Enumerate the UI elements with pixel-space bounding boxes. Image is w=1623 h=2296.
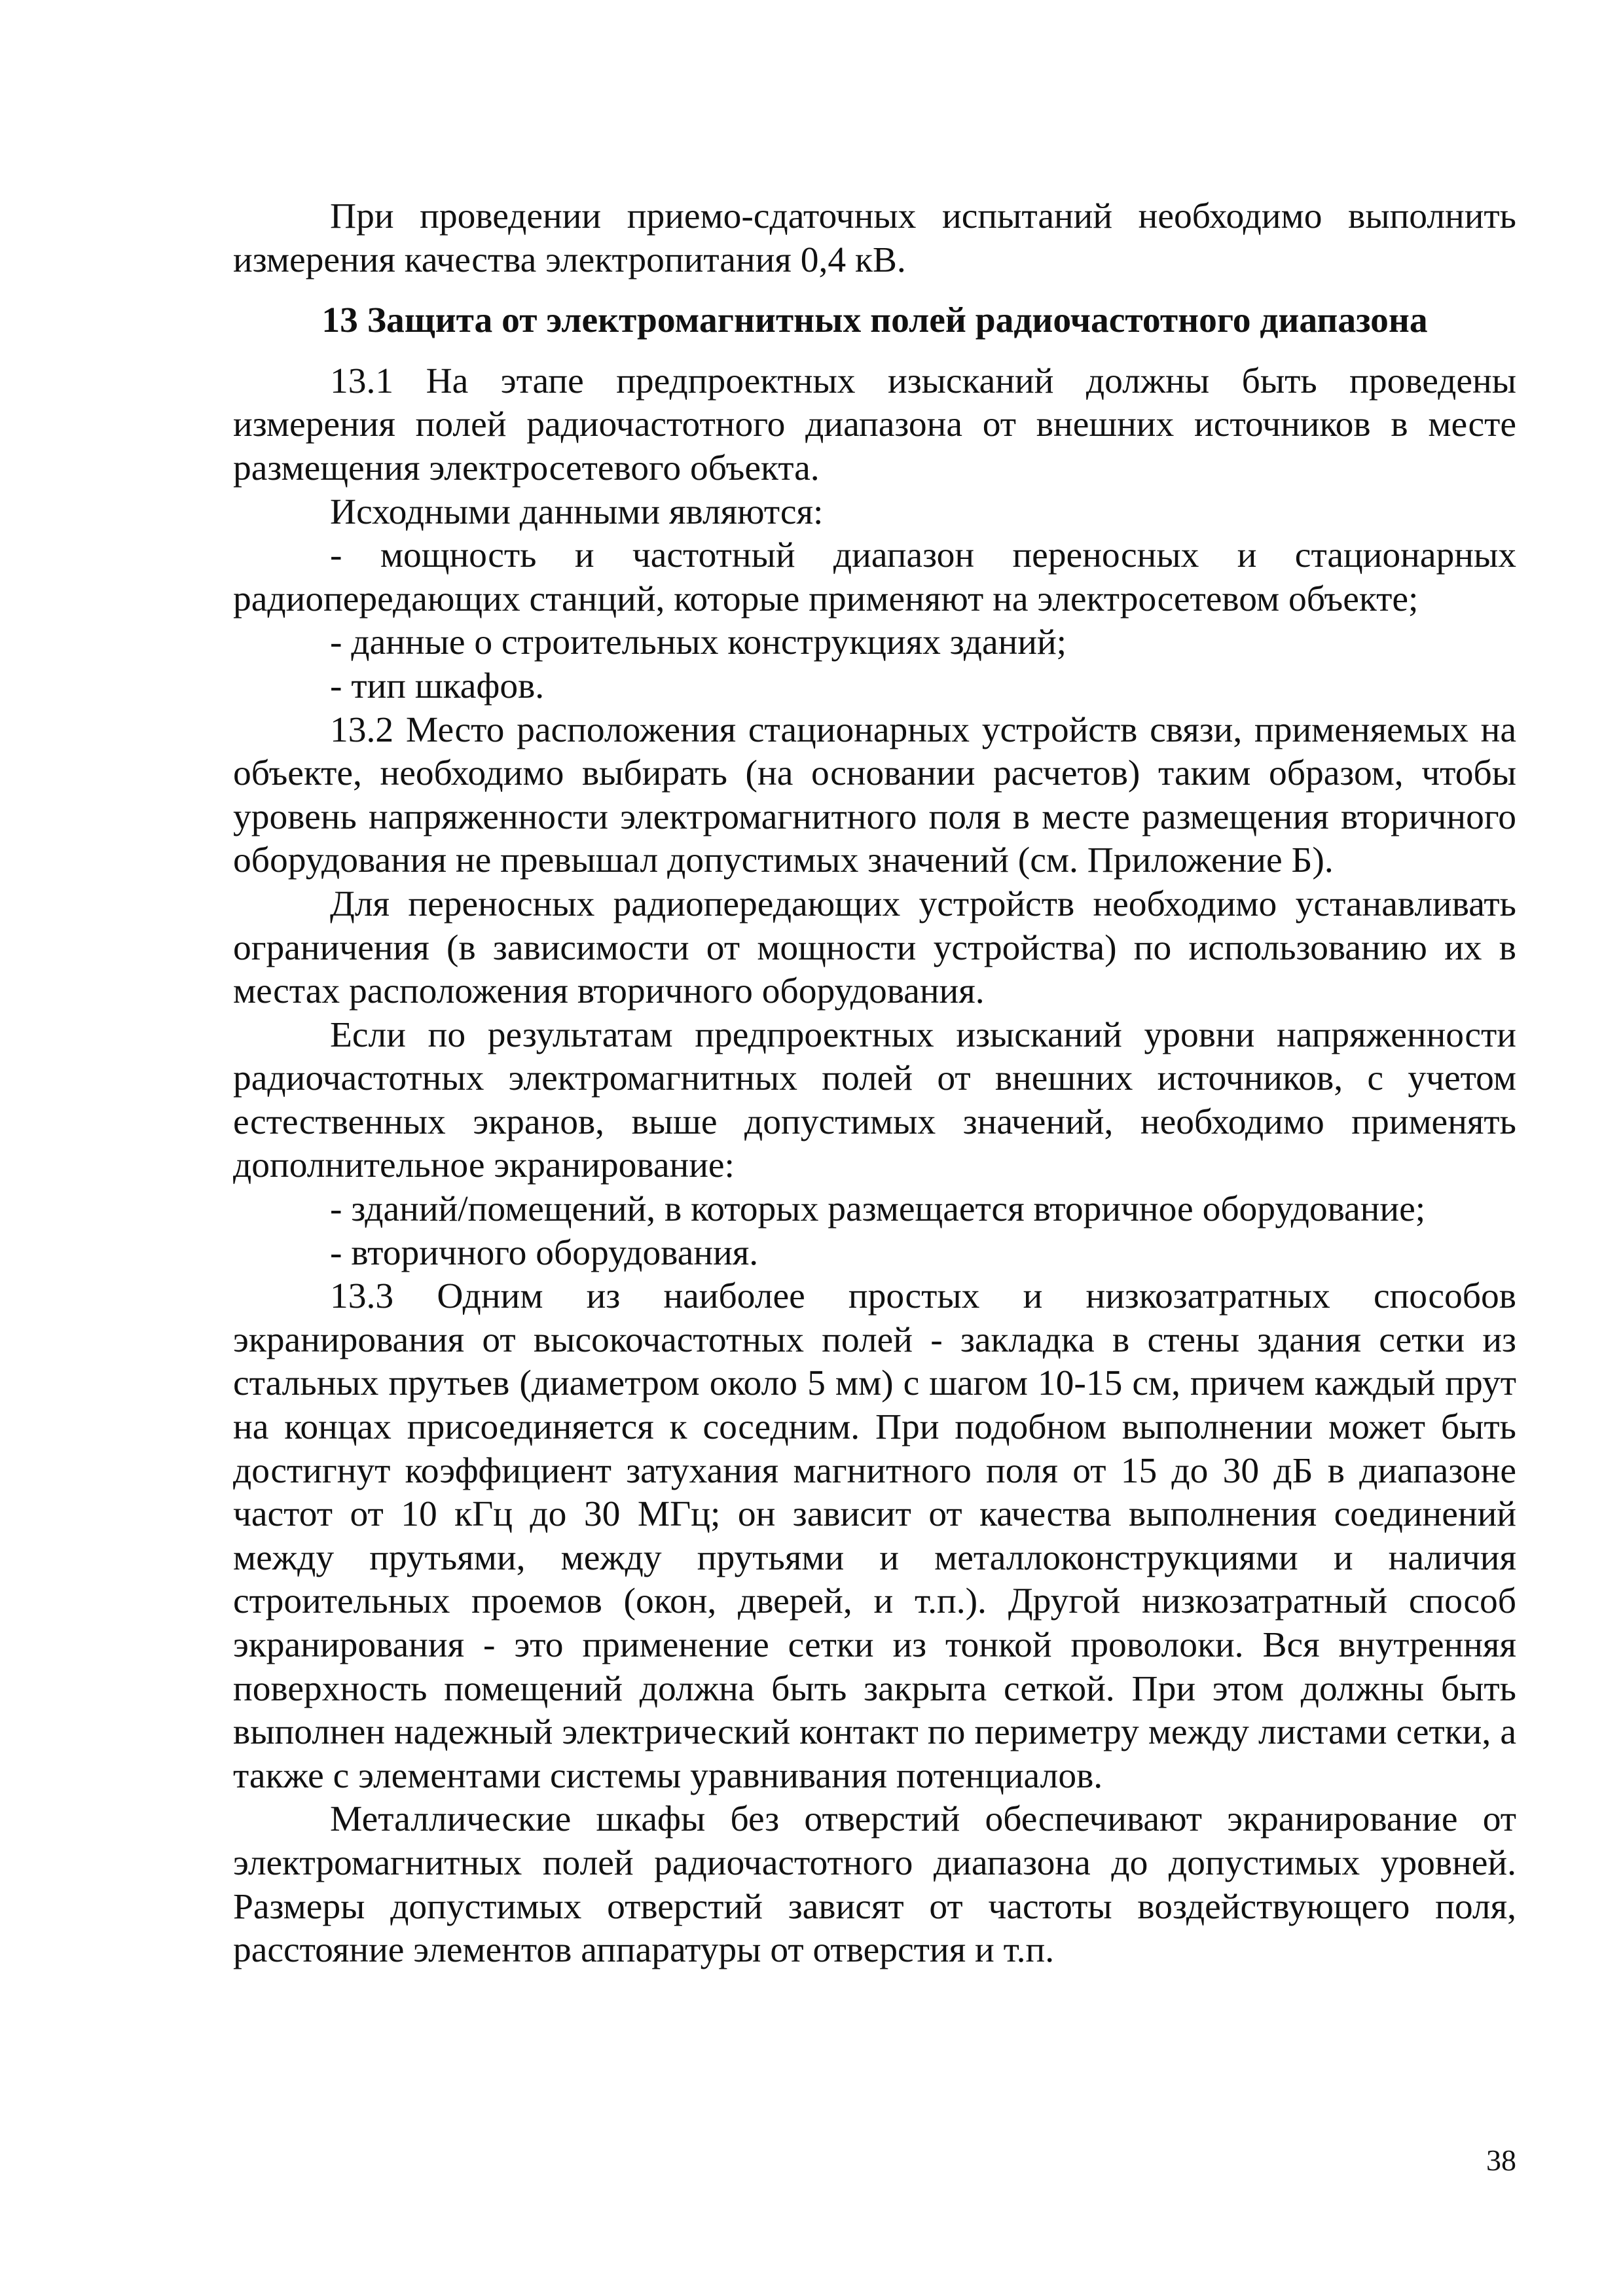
paragraph: Исходными данными являются: bbox=[330, 492, 824, 532]
paragraph: При проведении приемо-сдаточных испытаний необходимо выполнить измерения качества электропитания 0,4 кВ. bbox=[233, 196, 1516, 280]
list-item: - зданий/помещений, в которых размещается вторичное оборудование; bbox=[330, 1189, 1426, 1230]
paragraph: Металлические шкафы без отверстий обеспечивают экранирование от электромагнитных полей радиочастотного диапазона до допустимых уровней. Размеры допустимых отверстий зависят от частоты воздействующего поля, расстояние элементов аппаратуры от отверстия и т.п. bbox=[233, 1799, 1516, 1971]
section-heading: 13 Защита от электромагнитных полей радиочастотного диапазона bbox=[321, 300, 1428, 341]
paragraph: Если по результатам предпроектных изысканий уровни напряженности радиочастотных электромагнитных полей от внешних источников, с учетом естественных экранов, выше допустимых значений, необходимо применять дополнительное экранирование: bbox=[233, 1014, 1516, 1186]
paragraph: 13.3 Одним из наиболее простых и низкозатратных способов экранирования от высокочастотных полей - закладка в стены здания сетки из стальных прутьев (диаметром около 5 мм) с шагом 10-15 см, причем каждый прут на концах присоединяется к соседним. При подобном выполнении может быть достигнут коэффициент затухания магнитного поля от 15 до 30 дБ в диапазоне частот от 10 кГц до 30 МГц; он зависит от качества выполнения соединений между прутьями, между прутьями и металлоконструкциями и наличия строительных проемов (окон, дверей, и т.п.). Другой низкозатратный способ экранирования - это применение сетки из тонкой проволоки. Вся внутренняя поверхность помещений должна быть закрыта сеткой. При этом должны быть выполнен надежный электрический контакт по периметру между листами сетки, а также с элементами системы уравнивания потенциалов. bbox=[233, 1276, 1516, 1796]
list-item: - данные о строительных конструкциях зданий; bbox=[330, 622, 1067, 663]
page-number: 38 bbox=[1486, 2144, 1516, 2177]
list-item: - тип шкафов. bbox=[330, 666, 545, 706]
paragraph: Для переносных радиопередающих устройств необходимо устанавливать ограничения (в зависимости от мощности устройства) по использованию их в местах расположения вторичного оборудования. bbox=[233, 884, 1516, 1012]
list-item: - мощность и частотный диапазон переносных и стационарных радиопередающих станций, которые применяют на электросетевом объекте; bbox=[233, 535, 1516, 619]
paragraph: 13.2 Место расположения стационарных устройств связи, применяемых на объекте, необходимо выбирать (на основании расчетов) таким образом, чтобы уровень напряженности электромагнитного поля в месте размещения вторичного оборудования не превышал допустимых значений (см. Приложение Б). bbox=[233, 709, 1516, 881]
page-body bbox=[233, 195, 1516, 1973]
list-item: - вторичного оборудования. bbox=[330, 1232, 759, 1273]
paragraph: 13.1 На этапе предпроектных изысканий должны быть проведены измерения полей радиочастотного диапазона от внешних источников в месте размещения электросетевого объекта. bbox=[233, 361, 1516, 488]
